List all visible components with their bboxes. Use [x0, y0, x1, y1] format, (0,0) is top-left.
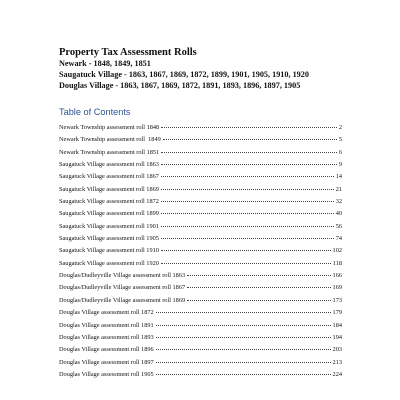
- toc-entry-title: Saugatuck Village assessment roll 1901: [59, 222, 159, 230]
- toc-entry-page-number: 32: [335, 198, 342, 206]
- toc-entry-page-number: 194: [332, 333, 342, 341]
- toc-entry-page-number: 213: [332, 358, 342, 366]
- toc-entry[interactable]: [59, 184, 342, 196]
- toc-entry-page-number: 179: [332, 309, 342, 317]
- toc-entry-title: Douglas Village assessment roll 1897: [59, 358, 154, 366]
- toc-entry-title: Newark Township assessment roll 1849: [59, 136, 161, 144]
- toc-entry-page-number: 224: [332, 370, 342, 378]
- subtitle-newark: Newark - 1848, 1849, 1851: [59, 59, 151, 68]
- toc-entry-page-number: 40: [335, 210, 342, 218]
- toc-entry-page-number: 173: [332, 296, 342, 304]
- toc-entry-title: Douglas Village assessment roll 1896: [59, 346, 154, 354]
- dot-leader: [156, 348, 331, 350]
- toc-entry-page-number: 169: [332, 284, 342, 292]
- toc-entry[interactable]: [59, 344, 342, 356]
- toc-entry-title: Douglas Village assessment roll 1905: [59, 370, 154, 378]
- dot-leader: [161, 151, 337, 153]
- toc-entry-title: Saugatuck Village assessment roll 1872: [59, 198, 159, 206]
- toc-heading: Table of Contents: [59, 107, 131, 117]
- toc-entry[interactable]: [59, 159, 342, 171]
- dot-leader: [161, 249, 331, 251]
- dot-leader: [156, 324, 331, 326]
- dot-leader: [187, 286, 330, 288]
- toc-entry[interactable]: [59, 233, 342, 245]
- toc-entry-page-number: 2: [338, 124, 342, 131]
- toc-entry-title: Douglas Village assessment roll 1872: [59, 309, 154, 317]
- toc-entry[interactable]: [59, 134, 342, 146]
- toc-entry[interactable]: [59, 357, 342, 369]
- toc-entry[interactable]: [59, 295, 342, 307]
- dot-leader: [161, 126, 337, 128]
- table-of-contents: [59, 122, 342, 381]
- toc-entry-title: Saugatuck Village assessment roll 1869: [59, 185, 159, 193]
- toc-entry-title: Saugatuck Village assessment roll 1867: [59, 173, 159, 181]
- subtitle-saugatuck: Saugatuck Village - 1863, 1867, 1869, 1872, 1899, 1901, 1905, 1910, 1920: [59, 70, 309, 79]
- toc-entry-title: Newark Township assessment roll 1848: [59, 124, 160, 131]
- toc-entry-page-number: 166: [332, 272, 342, 280]
- toc-entry[interactable]: [59, 307, 342, 319]
- document-title: Property Tax Assessment Rolls: [59, 47, 197, 58]
- dot-leader: [161, 225, 334, 227]
- toc-entry[interactable]: [59, 369, 342, 381]
- dot-leader: [156, 361, 331, 363]
- dot-leader: [161, 212, 334, 214]
- toc-entry-page-number: 102: [332, 247, 342, 255]
- toc-entry[interactable]: [59, 147, 342, 159]
- toc-entry[interactable]: [59, 196, 342, 208]
- toc-entry-page-number: 14: [335, 173, 342, 181]
- dot-leader: [161, 188, 334, 190]
- toc-entry-title: Saugatuck Village assessment roll 1920: [59, 259, 159, 267]
- toc-entry[interactable]: [59, 221, 342, 233]
- toc-entry-page-number: 118: [332, 259, 342, 267]
- toc-entry[interactable]: [59, 320, 342, 332]
- toc-entry-title: Saugatuck Village assessment roll 1899: [59, 210, 159, 218]
- toc-entry-title: Douglas Village assessment roll 1893: [59, 333, 154, 341]
- dot-leader: [156, 336, 331, 338]
- toc-entry-title: Saugatuck Village assessment roll 1905: [59, 235, 159, 243]
- dot-leader: [187, 299, 330, 301]
- subtitle-douglas: Douglas Village - 1863, 1867, 1869, 1872, 1891, 1893, 1896, 1897, 1905: [59, 81, 301, 90]
- dot-leader: [156, 373, 331, 375]
- toc-entry-title: Saugatuck Village assessment roll 1910: [59, 247, 159, 255]
- toc-entry-title: Newark Township assessment roll 1851: [59, 148, 160, 156]
- toc-entry[interactable]: [59, 171, 342, 183]
- toc-entry-page-number: 5: [338, 136, 342, 144]
- toc-entry[interactable]: [59, 122, 342, 134]
- dot-leader: [161, 262, 331, 264]
- toc-entry-title: Douglas/Dudleyville Village assessment roll 1867: [59, 284, 186, 292]
- dot-leader: [156, 311, 331, 313]
- dot-leader: [161, 200, 334, 202]
- toc-entry-page-number: 6: [338, 148, 342, 156]
- dot-leader: [161, 175, 334, 177]
- dot-leader: [163, 138, 337, 140]
- toc-entry[interactable]: [59, 258, 342, 270]
- toc-entry-page-number: 203: [332, 346, 342, 354]
- toc-entry[interactable]: [59, 332, 342, 344]
- toc-entry-page-number: 74: [335, 235, 342, 243]
- toc-entry-page-number: 56: [335, 222, 342, 230]
- toc-entry-page-number: 21: [335, 185, 342, 193]
- toc-entry[interactable]: [59, 245, 342, 257]
- toc-entry-title: Douglas Village assessment roll 1891: [59, 321, 154, 329]
- toc-entry-title: Saugatuck Village assessment roll 1863: [59, 161, 159, 169]
- dot-leader: [187, 274, 330, 276]
- dot-leader: [161, 163, 337, 165]
- toc-entry[interactable]: [59, 208, 342, 220]
- toc-entry-page-number: 184: [332, 321, 342, 329]
- toc-entry[interactable]: [59, 270, 342, 282]
- dot-leader: [161, 237, 334, 239]
- toc-entry[interactable]: [59, 282, 342, 294]
- toc-entry-title: Douglas/Dudleyville Village assessment roll 1863: [59, 272, 186, 280]
- toc-entry-title: Douglas/Dudleyville Village assessment roll 1869: [59, 296, 186, 304]
- toc-entry-page-number: 9: [338, 161, 342, 169]
